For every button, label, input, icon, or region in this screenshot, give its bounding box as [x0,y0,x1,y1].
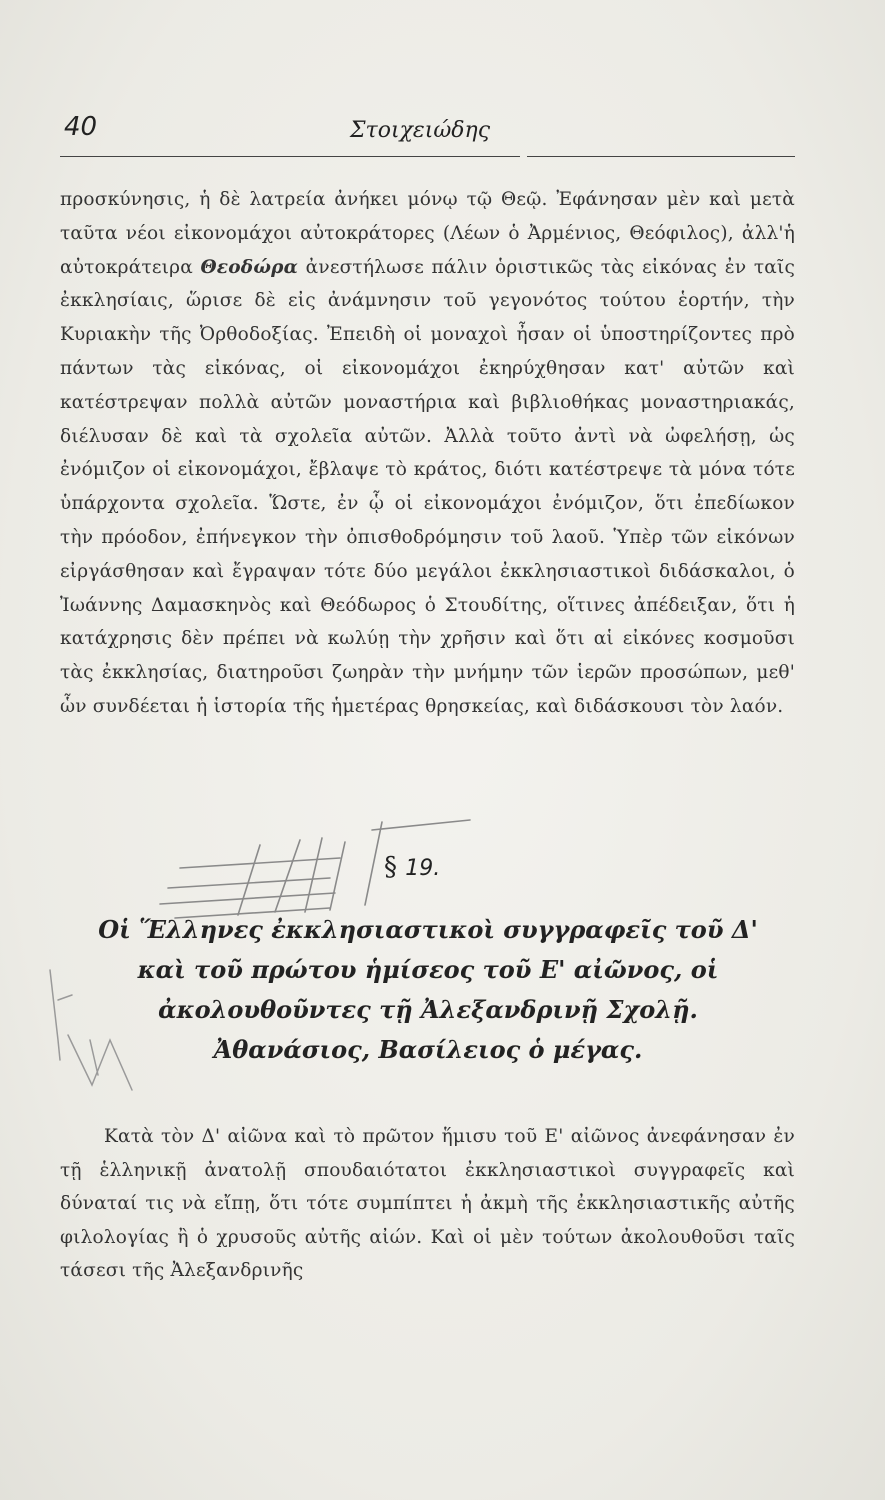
page-number: 40 [64,112,98,142]
heading-line-2: καὶ τοῦ πρώτου ἡμίσεος τοῦ Ε' αἰῶνος, οἱ [137,955,719,984]
section-heading [78,910,778,1070]
emphasized-name: Θεοδώρα [200,256,299,278]
paragraph-1-part-a: προσκύνησις, ἡ δὲ λατρεία ἀνήκει μόνῳ τῷ Θεῷ. Ἐφάνησαν μὲν καὶ μετὰ ταῦτα νέοι εἰκονομάχοι αὐτοκράτορες (Λέων ὁ Ἀρμένιος, Θεόφιλος), ἀλλ'ἡ αὐτοκράτειρα [60,189,795,278]
heading-line-1: Οἱ Ἕλληνες ἐκκλησιαστικοὶ συγγραφεῖς τοῦ Δ' [98,915,758,944]
header-rule-left [60,156,520,157]
header-rule-right [527,156,795,157]
section-number-value: 19. [405,856,441,881]
heading-line-4: Ἀθανάσιος, Βασίλειος ὁ μέγας. [213,1035,643,1064]
paragraph-1-part-b: ἀνεστήλωσε πάλιν ὁριστικῶς τὰς εἰκόνας ἐν ταῖς ἐκκλησίαις, ὥρισε δὲ εἰς ἀνάμνησιν τοῦ γεγονότος τούτου ἑορτήν, τὴν Κυριακὴν τῆς Ὀρθοδοξίας. Ἐπειδὴ οἱ μοναχοὶ ἦσαν οἱ ὑποστηρίζοντες πρὸ πάντων τὰς εἰκόνας, οἱ εἰκονομάχοι ἐκηρύχθησαν κατ' αὐτῶν καὶ κατέστρεψαν πολλὰ αὐτῶν μοναστήρια καὶ βιβλιοθήκας μοναστηριακάς, διέλυσαν δὲ καὶ τὰ σχολεῖα αὐτῶν. Ἀλλὰ τοῦτο ἀντὶ νὰ ὠφελήσῃ, ὡς ἐνόμιζον οἱ εἰκονομάχοι, ἔβλαψε τὸ κράτος, διότι κατέστρεψε τὰ μόνα τότε ὑπάρχοντα σχολεῖα. Ὥστε, ἐν ᾧ οἱ εἰκονομάχοι ἐνόμιζον, ὅτι ἐπεδίωκον τὴν πρόοδον, ἐπήνεγκον τὴν ὀπισθοδρόμησιν τοῦ λαοῦ. Ὑπὲρ τῶν εἰκόνων εἰργάσθησαν καὶ ἔγραψαν τότε δύο μεγάλοι ἐκκλησιαστικοὶ διδάσκαλοι, ὁ Ἰωάννης Δαμασκηνὸς καὶ Θεόδωρος ὁ Στουδίτης, οἵτινες ἀπέδειξαν, ὅτι ἡ κατάχρησις δὲν πρέπει νὰ κωλύῃ τὴν χρῆσιν καὶ ὅτι αἱ εἰκόνες κοσμοῦσι τὰς ἐκκλησίας, διατηροῦσι ζωηρὰν τὴν μνήμην τῶν ἱερῶν προσώπων, μεθ' ὧν συνδέεται ἡ ἱστορία τῆς ἡμετέρας θρησκείας, καὶ διδάσκουσι τὸν λαόν. [60,256,796,717]
heading-line-3: ἀκολουθοῦντες τῇ Ἀλεξανδρινῇ Σχολῇ. [158,995,698,1024]
paragraph-2: Κατὰ τὸν Δ' αἰῶνα καὶ τὸ πρῶτον ἥμισυ τοῦ Ε' αἰῶνος ἀνεφάνησαν ἐν τῇ ἑλληνικῇ ἀνατολῇ σπουδαιότατοι ἐκκλησιαστικοὶ συγγραφεῖς καὶ δύναταί τις νὰ εἴπῃ, ὅτι τότε συμπίπτει ἡ ἀκμὴ τῆς ἐκκλησιαστικῆς αὐτῆς φιλολογίας ἢ ὁ χρυσοῦς αὐτῆς αἰών. Καὶ οἱ μὲν τούτων ἀκολουθοῦσι ταῖς τάσεσι τῆς Ἀλεξανδρινῆς [60,1126,795,1282]
paragraph-1 [60,183,795,724]
page-header [60,112,795,152]
running-title: Στοιχειώδης [350,118,491,143]
section-symbol: § [384,852,397,882]
section-number [384,852,440,882]
